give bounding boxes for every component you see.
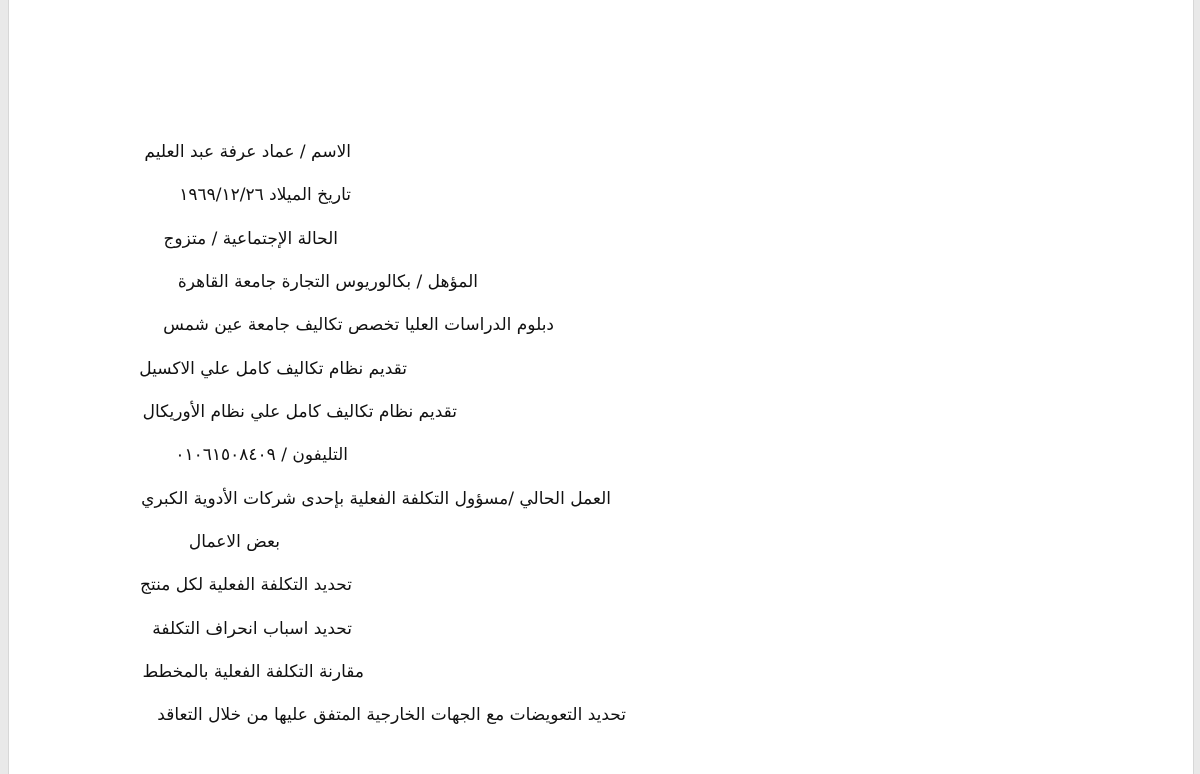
- current-job-line: العمل الحالي /مسؤول التكلفة الفعلية بإحدى شركات الأدوية الكبري: [141, 489, 611, 509]
- excel-system-line: تقديم نظام تكاليف كامل علي الاكسيل: [139, 359, 407, 379]
- name-line: الاسم / عماد عرفة عبد العليم: [144, 142, 351, 162]
- document-page: [8, 0, 1194, 774]
- birth-date-line: تاريخ الميلاد ١٩٦٩/١٢/٢٦: [179, 185, 351, 205]
- oracle-system-line: تقديم نظام تكاليف كامل علي نظام الأوريكال: [142, 402, 457, 422]
- task-line-4: تحديد التعويضات مع الجهات الخارجية المتفق عليها من خلال التعاقد: [157, 705, 626, 725]
- qualification-line: المؤهل / بكالوريوس التجارة جامعة القاهرة: [177, 272, 478, 292]
- phone-line: التليفون / ٠١٠٦١٥٠٨٤٠٩: [175, 445, 348, 465]
- task-line-2: تحديد اسباب انحراف التكلفة: [152, 619, 352, 639]
- marital-status-line: الحالة الإجتماعية / متزوج: [163, 229, 338, 249]
- task-line-3: مقارنة التكلفة الفعلية بالمخطط: [142, 662, 364, 682]
- tasks-heading: بعض الاعمال: [188, 532, 280, 552]
- diploma-line: دبلوم الدراسات العليا تخصص تكاليف جامعة عين شمس: [163, 315, 554, 335]
- task-line-1: تحديد التكلفة الفعلية لكل منتج: [139, 575, 352, 595]
